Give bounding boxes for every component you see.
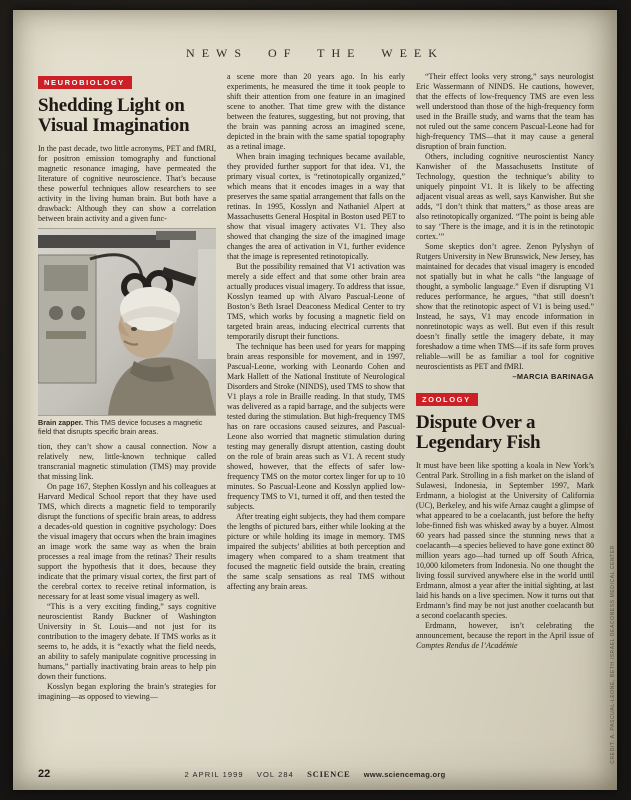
body-paragraph: In the past decade, two little acronyms, PET and fMRI, for positron emission tomography and functional magnetic resonance imaging, have permeated the literature of cognitive neuroscience. That’s because these powerful techniques allow researchers to see activity in the living human brain. But both have a drawback: Although they can show a correlation between brain activity and a given func- [38, 143, 216, 223]
body-paragraph: “This is a very exciting finding,” says cognitive neuroscientist Randy Buckner of Washington University in St. Louis—and not just for its contribution to the imagery debate. If TMS works as it seems to, he adds, it is “exactly what the field needs, an ability to safely manipulate cognitive processing in humans,” partially inactivating brain areas to help pin down their functions. [38, 601, 216, 681]
title-line-1: Dispute Over a [416, 412, 536, 433]
body-paragraph: But the possibility remained that V1 activation was merely a side effect and that some other brain area actually produces visual imagery. To address that issue, Kosslyn teamed up with Alvaro Pascual-Leone of Boston’s Beth Israel Deaconess Medical Center to try TMS, which works by focusing a magnetic field on targeted brain areas, inducing electrical currents that temporarily disrupt their functions. [227, 262, 405, 341]
caption-lead: Brain zapper. [38, 417, 84, 427]
section-header: NEWS OF THE WEEK [186, 46, 444, 60]
kicker-neurobiology: NEUROBIOLOGY [38, 76, 132, 89]
footer-date: 2 APRIL 1999 [184, 770, 244, 779]
kicker-zoology: ZOOLOGY [416, 393, 478, 406]
title-line-2: Visual Imagination [38, 115, 190, 137]
body-paragraph: After treating eight subjects, they had them compare the lengths of pictured bars, either while looking at the picture or while holding its image in memory. TMS impaired the subjects’ abilities at both perception and imagery when compared to a sham treatment that focused the magnetic field outside the brain, creating the same scalp sensations as real TMS without affecting any brain areas. [227, 512, 405, 591]
tms-photo [38, 229, 216, 415]
footer-center [38, 769, 592, 779]
body-paragraph: On page 167, Stephen Kosslyn and his colleagues at Harvard Medical School report that they have used TMS, which directs a magnetic field to temporarily disrupt the functions of specific brain areas, to address a decades-old question in cognitive psychology: Does the visual imagery that occurs when the brain imagines an image work the same way as when the brain processes a real image from the retinas? Their results support the hypothesis that it does, because they indicate that the primary visual cortex, the first part of the cerebral cortex to receive retinal information, is necessary for at least some visual imagery as well. [38, 481, 216, 601]
paragraph-text: Erdmann, however, isn’t celebrating the announcement, because the report in the April issue of [416, 620, 594, 640]
body-paragraph: The technique has been used for years for mapping brain areas responsible for movement, and in 1997, Pascual-Leone, working with Leonardo Cohen and Mark Hallett of the National Institute of Neurological Disorders and Stroke (NINDS), used TMS to show that V1 plays a role in Braille reading. In that study, TMS was delivered as a rapid barrage, and the subjects were tested during the stimulation. But high-frequency TMS has on rare occasions caused seizures, and Pascual-Leone also worried that magnetic stimulation during testing may generally disrupt attention, casting doubt on the role of brain areas such as V1. A recent study showed, however, that the effects of safer low-frequency TMS on the motor cortex linger for up to 10 minutes. So Pascual-Leone and Kosslyn applied low-frequency TMS to V1, turned it off, and then tested the subjects. [227, 342, 405, 511]
magazine-page [13, 10, 617, 790]
photo-caption [38, 418, 216, 436]
body-paragraph: Some skeptics don’t agree. Zenon Pylyshyn of Rutgers University in New Brunswick, New Jersey, has maintained for decades that visual imagery is encoded not spatially but in what he calls “the language of thought, a symbolic language.” Even if disrupting V1 reduces performance, he argues, “that still doesn’t show that the retinotopic aspect of V1 is being used.” Instead, he says, V1 may encode information in nonretinotopic ways as well. But even if this result doesn’t finally settle the imagery debate, it may foreshadow a time when TMS—if its safe form proves reliable—will be as familiar a tool for cognitive neuroscientists as PET and fMRI. [416, 242, 594, 371]
page-footer [38, 766, 592, 780]
journal-name-italic: Comptes Rendus de l’Académie [416, 640, 518, 650]
footer-journal: SCIENCE [307, 769, 351, 779]
body-paragraph: Kosslyn began exploring the brain’s strategies for imagining—as opposed to viewing— [38, 681, 216, 701]
footer-url: www.sciencemag.org [363, 770, 446, 779]
body-paragraph: It must have been like spotting a koala in New York’s Central Park. Strolling in a fish market on the island of Sulawesi, Indonesia, in September 1997, Mark Erdmann, a biologist at the University of California (UC), Berkeley, and his wife Arnaz caught a glimpse of what appeared to be a coelacanth, just before the hefty lobe-finned fish was whisked away by a buyer. Almost 60 years had passed since the stunning news that a coelacanth—a species believed to have gone extinct 80 million years ago—had turned up off South Africa, 10,000 kilometers from Indonesia. No one thought the living fossil survived anywhere else in the world until Erdmann, almost a year after the initial sighting, at last laid his hands on a live specimen. Now it turns out that Erdmann’s find may be not just another coelacanth but a second coelacanth species. [416, 460, 594, 620]
equipment-arm [38, 235, 170, 248]
body-paragraph: a scene more than 20 years ago. In his early experiments, he measured the time it took people to shift their attention from one feature in an imagined scene to another. That time grew with the distance between the features, suggesting, but not proving, that the brain was panning across an imagined scene, depicted in the brain with the same spatial topography as a retinal image. [227, 72, 405, 151]
title-line-2: Legendary Fish [416, 432, 541, 454]
body-paragraph: When brain imaging techniques became available, they provided further support for that idea. V1, the primary visual cortex, is “retinotopically organized,” which means that it encodes images in a way that preserves the same spatial arrangement that falls on the retinas. In 1995, Kosslyn and Nathaniel Alpert at Massachusetts General Hospital in Boston used PET to show that visual imagery activates V1. They also showed that changing the size of the imagined image changes the area of activation in V1, further evidence that the image is represented retinotopically. [227, 152, 405, 261]
zoology-section [416, 389, 594, 410]
body-paragraph: “Their effect looks very strong,” says neurologist Eric Wassermann of NINDS. He cautions, however, that the effects of low-frequency TMS are even less well understood than those of the high-frequency form used in the Braille study, and warns that the team has not ruled out the same concern Pascual-Leone had for high-frequency TMS—that it may cause a general disruption of brain function. [416, 72, 594, 151]
body-paragraph [416, 621, 594, 651]
author-byline: –MARCIA BARINAGA [512, 372, 594, 381]
body-paragraph: tion, they can’t show a causal connection. Now a relatively new, little-known technique called transcranial magnetic stimulation (TMS) may provide that missing link. [38, 441, 216, 481]
column-2 [227, 72, 405, 760]
column-1 [38, 72, 216, 760]
caption-text: This TMS device focuses a magnetic field that disrupts specific brain areas. [38, 417, 203, 436]
photo-credit: CREDIT: A. PASCUAL-LEONE, BETH ISRAEL DEACONESS MEDICAL CENTER [610, 545, 616, 764]
title-line-1: Shedding Light on [38, 95, 185, 116]
article-title-zoology [416, 413, 594, 454]
tms-photo-illustration [38, 229, 216, 415]
column-3 [416, 72, 594, 760]
article-title-neurobiology [38, 96, 216, 137]
footer-volume: VOL 284 [256, 770, 294, 779]
page-number: 22 [38, 768, 51, 780]
body-paragraph: Others, including cognitive neuroscientist Nancy Kanwisher of the Massachusetts Institute of Technology, question the technique’s ability to uniquely pinpoint V1. It is likely to be affecting adjacent visual areas as well, says Kanwisher. But she adds, “I don’t think that matters,” as those areas are also retinotopically organized. “The point is being able to say ‘There is the image, and it is in the retinotopic cortex.’” [416, 152, 594, 241]
